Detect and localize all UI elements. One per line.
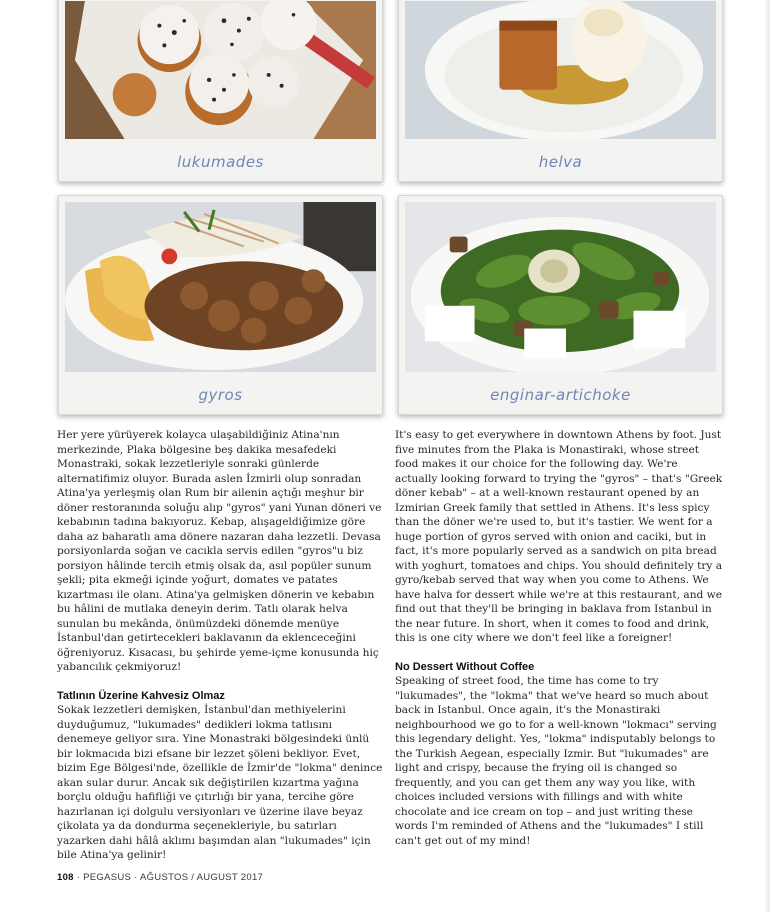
photo-card-gyros <box>58 195 383 415</box>
english-heading: No Dessert Without Coffee <box>395 660 535 673</box>
photo-card-lukumades <box>58 0 383 182</box>
caption-gyros: gyros <box>198 386 243 404</box>
artichoke-salad-photo-icon <box>405 202 716 372</box>
english-intro-paragraph: It's easy to get everywhere in downtown Athens by foot. Just five minutes from the Plaka is Monastiraki, whose street food makes it our choice for the following day. We're actually looking forward to trying the "gyros" – that's "Greek döner kebab" – at a well-known restaurant opened by an Izmirian Greek family that settled in Athens. It's less spicy than the döner we're used to, but it's tastier. We went for a huge portion of gyros served with onion and caciki, but in fact, it's more popularly served as a sandwich on pita bread with yoghurt, tomatoes and chips. You should definitely try a gyro/kebab served that way when you come to Athens. We have halva for dessert while we're at this restaurant, and we find out that they'll be bringing in baklava from Istanbul in the near future. In short, when it comes to food and drink, this is one city where we don't feel like a foreigner! <box>395 429 723 644</box>
photo-card-artichoke <box>398 195 723 415</box>
turkish-column <box>57 428 384 863</box>
english-body-paragraph: Speaking of street food, the time has come to try "lukumades", the "lokma" that we've heard so much about back in Istanbul. Once again, it's the Monastiraki neighbourhood we go to for a well-known "lokmacı" serving this legendary delight. Yes, "lokma" indisputably belongs to the Turkish Aegean, especially Izmir. But "lukumades" are light and crispy, because the frying oil is changed so frequently, and you can get them any way you like, with choices included versions with fillings and with white chocolate and ice cream on top – and just writing these words I'm reminded of Athens and the "lukumades" I still can't get out of my mind! <box>395 675 717 847</box>
page-footer <box>57 872 263 883</box>
caption-lukumades: lukumades <box>177 153 264 171</box>
page-number: 108 <box>57 872 74 883</box>
english-column <box>395 428 723 848</box>
page-edge-shadow <box>764 0 770 912</box>
turkish-intro-paragraph: Her yere yürüyerek kolayca ulaşabildiğiniz Atina'nın merkezinde, Plaka bölgesine beş dakika mesafedeki Monastraki, sokak lezzetleriyle sonraki günlerde alternatifimiz oluyor. Burada aslen İzmirli olup sonradan Atina'ya yerleşmiş olan Rum bir ailenin açtığı meşhur bir döner restoranında soluğu alıp "gyros" yani Yunan döneri ve kebabının tadına bakıyoruz. Kebap, alışageldiğimize göre daha az baharatlı ama dönere nazaran daha lezzetli. Devasa porsiyonlarda soğan ve cacıkla servis edilen "gyros"u biz porsiyon hâlinde tercih etmiş olsak da, asıl popüler sunum şekli; pita ekmeği içinde yoğurt, domates ve patates kızartması ile olanı. Atina'ya gelmişken dönerin ve kebabın bu hâlini de mutlaka deneyin derim. Tatlı olarak helva sunulan bu mekânda, önümüzdeki dönemde menüye İstanbul'dan getirtecekleri baklavanın da eklenceceğini öğreniyoruz. Kısacası, bu şehirde yeme-içme konusunda hiç yabancılık çekmiyoruz! <box>57 429 382 673</box>
lukumades-photo-icon <box>65 1 376 139</box>
turkish-body-paragraph: Sokak lezzetleri demişken, İstanbul'dan methiyelerini duyduğumuz, "lukumades" dedikleri lokma tatlısını denemeye geliyor sıra. Yine Monastraki bölgesindeki ünlü bir lokmacıda bizi efsane bir lezzet şöleni bekliyor. Evet, bizim Ege Bölgesi'nde, özellikle de İzmir'de "lokma" denince akan sular durur. Ancak sık değiştirilen kızartma yağına borçlu olduğu hafifliği ve çıtırlığı bir yana, tercihe göre hazırlanan içi dolgulu versiyonları ve üzerine ilave beyaz çikolata ya da dondurma seçenekleriyle, bu satırları yazarken dahi hâlâ aklımı başımdan alan "lukumades" için bile Atina'ya gelinir! <box>57 704 383 861</box>
caption-artichoke: enginar-artichoke <box>490 386 631 404</box>
helva-photo-icon <box>405 1 716 139</box>
footer-magazine-info: · PEGASUS · AĞUSTOS / AUGUST 2017 <box>73 872 264 883</box>
caption-helva: helva <box>538 153 583 171</box>
turkish-heading: Tatlının Üzerine Kahvesiz Olmaz <box>57 689 225 702</box>
gyros-photo-icon <box>65 202 376 372</box>
photo-card-helva <box>398 0 723 182</box>
